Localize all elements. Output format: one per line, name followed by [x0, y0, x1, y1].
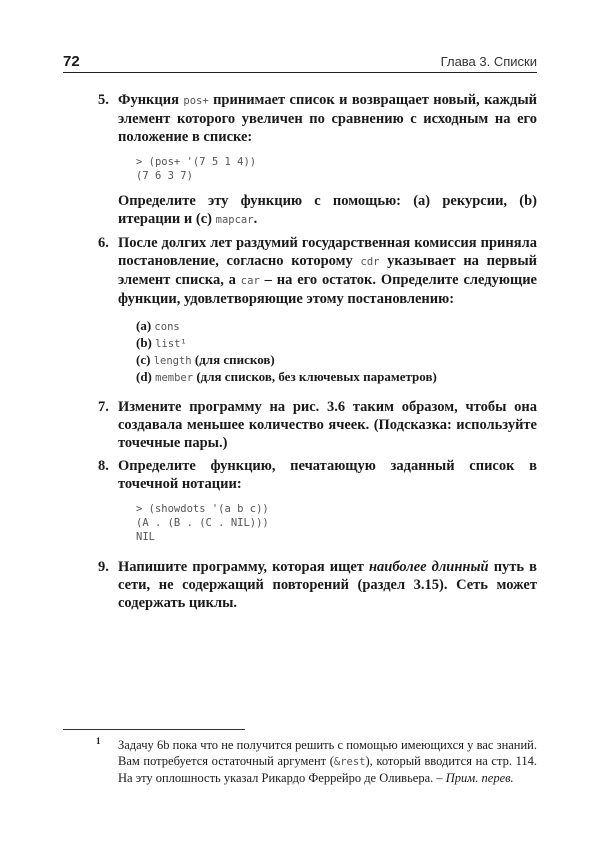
code-example: > (pos+ '(7 5 1 4)) (7 6 3 7) — [136, 156, 257, 182]
exercise-6 — [63, 234, 537, 386]
sub-item-c: (c) length (для списков) — [136, 352, 275, 367]
sub-item-a: (a) cons — [136, 318, 180, 333]
exercise-text-continued: Определите эту функцию с помощью: (a) рекурсии, (b) итерации и (c) mapcar. — [118, 193, 537, 227]
sub-list — [136, 318, 537, 386]
exercise-7 — [63, 398, 537, 452]
exercise-text: Функция pos+ принимает список и возвращает новый, каждый элемент которого увеличен по сравнению с исходным на его положение в списке: — [118, 92, 537, 145]
inline-code: mapcar — [215, 214, 254, 226]
footnote-mark: 1 — [96, 736, 101, 746]
footnote-text: Задачу 6b пока что не получится решить с помощью имеющихся у вас знаний. Вам потребуется остаточный аргумент (&rest), который вводится на стр. 114. На эту оплошность указал Рикардо Феррейро де Оливьера. – Прим. перев. — [118, 738, 537, 785]
exercise-number: 6. — [98, 235, 109, 251]
exercise-8 — [63, 457, 537, 544]
exercise-text: Напишите программу, которая ищет наиболее длинный путь в сети, не содержащий повторений (раздел 3.15). Сеть может содержать циклы. — [118, 559, 537, 611]
page-header — [63, 52, 537, 72]
exercise-number: 5. — [98, 92, 109, 108]
exercise-5 — [63, 91, 537, 229]
footnote-rule — [63, 729, 245, 730]
header-rule — [63, 72, 537, 73]
exercise-text: Измените программу на рис. 3.6 таким образом, чтобы она создавала меньшее количество ячеек. (Подсказка: используйте точечные пары.) — [118, 399, 537, 451]
inline-code: cdr — [360, 256, 380, 268]
exercise-text: После долгих лет раздумий государственная комиссия приняла постановление, согласно которому cdr указывает на первый элемент списка, а car – на его остаток. Определите следующие функции, удовлетворяющие этому постановлению: — [118, 235, 538, 307]
sub-item-d: (d) member (для списков, без ключевых параметров) — [136, 369, 437, 384]
emphasis: Прим. перев. — [445, 771, 514, 785]
exercise-number: 8. — [98, 458, 109, 474]
chapter-title: Глава 3. Списки — [440, 54, 537, 69]
exercise-text: Определите функцию, печатающую заданный список в точечной нотации: — [118, 458, 537, 492]
code-example: > (showdots '(a b c)) (A . (B . (C . NIL))) NIL — [136, 503, 269, 543]
inline-code: car — [240, 275, 260, 287]
emphasis: наиболее длинный — [368, 559, 489, 575]
inline-code: &rest — [333, 756, 366, 768]
exercise-list — [63, 91, 537, 612]
exercise-9 — [63, 558, 537, 612]
sub-item-b: (b) list¹ — [136, 335, 187, 350]
exercise-number: 9. — [98, 559, 109, 575]
exercise-number: 7. — [98, 399, 109, 415]
inline-code: pos+ — [183, 95, 209, 107]
page-number: 72 — [63, 53, 80, 70]
